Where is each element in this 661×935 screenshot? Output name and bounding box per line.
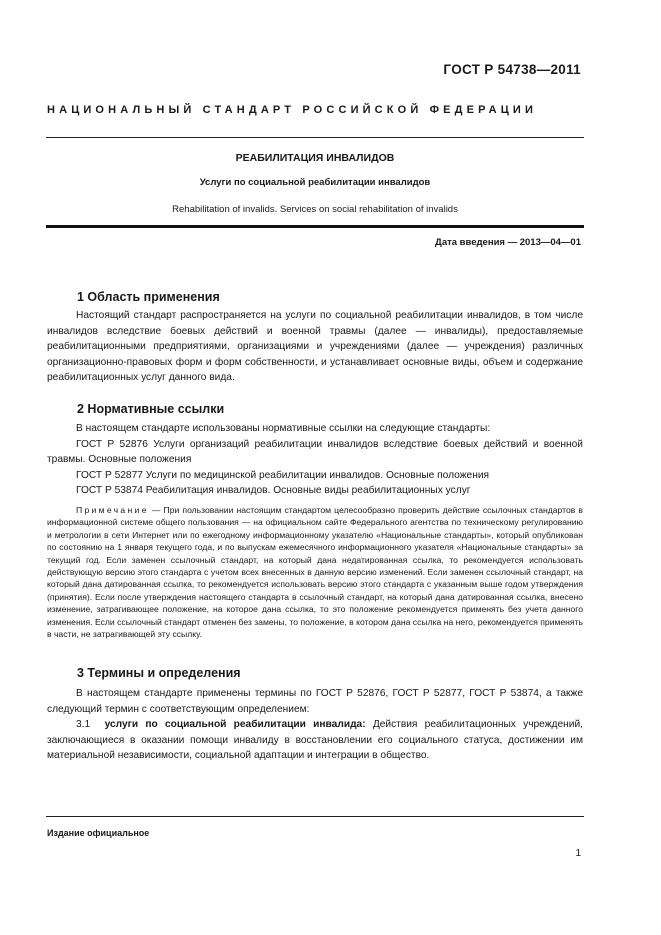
gost-code: ГОСТ Р 54738—2011 xyxy=(443,62,581,77)
note-text: — При пользовании настоящим стандартом целесообразно проверить действие ссылочных стандартов в информационной системе общего пользования — на официальном сайте Федерального агентства по техническому регулированию и метрологии в сети Интернет или по ежегодному информационному указателю «Национальные стандарты», который опубликован по состоянию на 1 января текущего года, и по выпускам ежемесячного информационного указателя «Национальные стандарты» за текущий год. Если заменен ссылочный стандарт, на который дана недатированная ссылка, то рекомендуется использовать действующую версию этого стандарта с учетом всех внесенных в данную версию изменений. Если заменен ссылочный стандарт, на который дана датированная ссылка, то рекомендуется использовать версию этого стандарта с указанным выше годом утверждения (принятия). Если после утверждения настоящего стандарта в ссылочный стандарт, на который дана датированная ссылка, внесено изменение, затрагивающее положение, на которое дана ссылка, то это положение рекомендуется применять без учета данного изменения. Если ссылочный стандарт отменен без замены, то положение, в котором дана ссылка на него, рекомендуется применять в части, не затрагивающей эту ссылку. xyxy=(47,504,583,640)
section-1-body xyxy=(47,308,583,386)
header-divider xyxy=(46,137,584,138)
section-1-heading: 1 Область применения xyxy=(77,290,220,304)
reference-item: ГОСТ Р 52877 Услуги по медицинской реабилитации инвалидов. Основные положения xyxy=(76,469,490,481)
national-standard-banner: НАЦИОНАЛЬНЫЙ СТАНДАРТ РОССИЙСКОЙ ФЕДЕРАЦИИ xyxy=(47,104,538,116)
references-intro: В настоящем стандарте использованы нормативные ссылки на следующие стандарты: xyxy=(76,423,491,434)
section-1-paragraph: Настоящий стандарт распространяется на услуги по социальной реабилитации инвалидов, в том числе инвалидов вследствие боевых действий и военной травмы (далее — инвалиды), предоставляемые реабилитационными предприятиями, организациями и учреждениями (далее — учреждения) различных организационно-правовых форм и форм собственности, и устанавливает основные виды, объем и содержание реабилитационных услуг данного вида. xyxy=(47,310,583,384)
term-text: Действия реабилитационных учреждений, заключающиеся в оказании помощи инвалиду в восстановлении его социального статуса, достижении им материальной независимости, социальной адаптации и интеграции в общество. xyxy=(47,719,583,762)
section-3-body xyxy=(47,686,583,764)
document-subtitle: Услуги по социальной реабилитации инвалидов xyxy=(199,177,431,188)
section-2-heading: 2 Нормативные ссылки xyxy=(77,402,225,416)
official-edition-label: Издание официальное xyxy=(47,828,150,838)
page-number: 1 xyxy=(575,848,581,859)
term-number: 3.1 xyxy=(76,719,91,731)
reference-item: ГОСТ Р 52876 Услуги организаций реабилитации инвалидов вследствие боевых действий и военной травмы. Основные положения xyxy=(47,438,583,466)
title-divider xyxy=(46,225,584,228)
note-label: Примечание xyxy=(76,504,149,515)
english-title: Rehabilitation of invalids. Services on social rehabilitation of invalids xyxy=(172,204,458,215)
term-name: услуги по социальной реабилитации инвалида: xyxy=(104,719,366,731)
footer-divider xyxy=(46,816,584,817)
document-title: РЕАБИЛИТАЦИЯ ИНВАЛИДОВ xyxy=(235,152,395,164)
introduction-date: Дата введения — 2013—04—01 xyxy=(435,237,581,248)
section-2-body xyxy=(47,421,583,640)
references-note xyxy=(47,504,583,640)
term-definition xyxy=(47,717,583,764)
terms-intro: В настоящем стандарте применены термины по ГОСТ Р 52876, ГОСТ Р 52877, ГОСТ Р 53874, а также следующий термин с соответствующим определением: xyxy=(47,688,583,715)
section-3-heading: 3 Термины и определения xyxy=(77,666,241,680)
reference-item: ГОСТ Р 53874 Реабилитация инвалидов. Основные виды реабилитационных услуг xyxy=(76,485,471,497)
